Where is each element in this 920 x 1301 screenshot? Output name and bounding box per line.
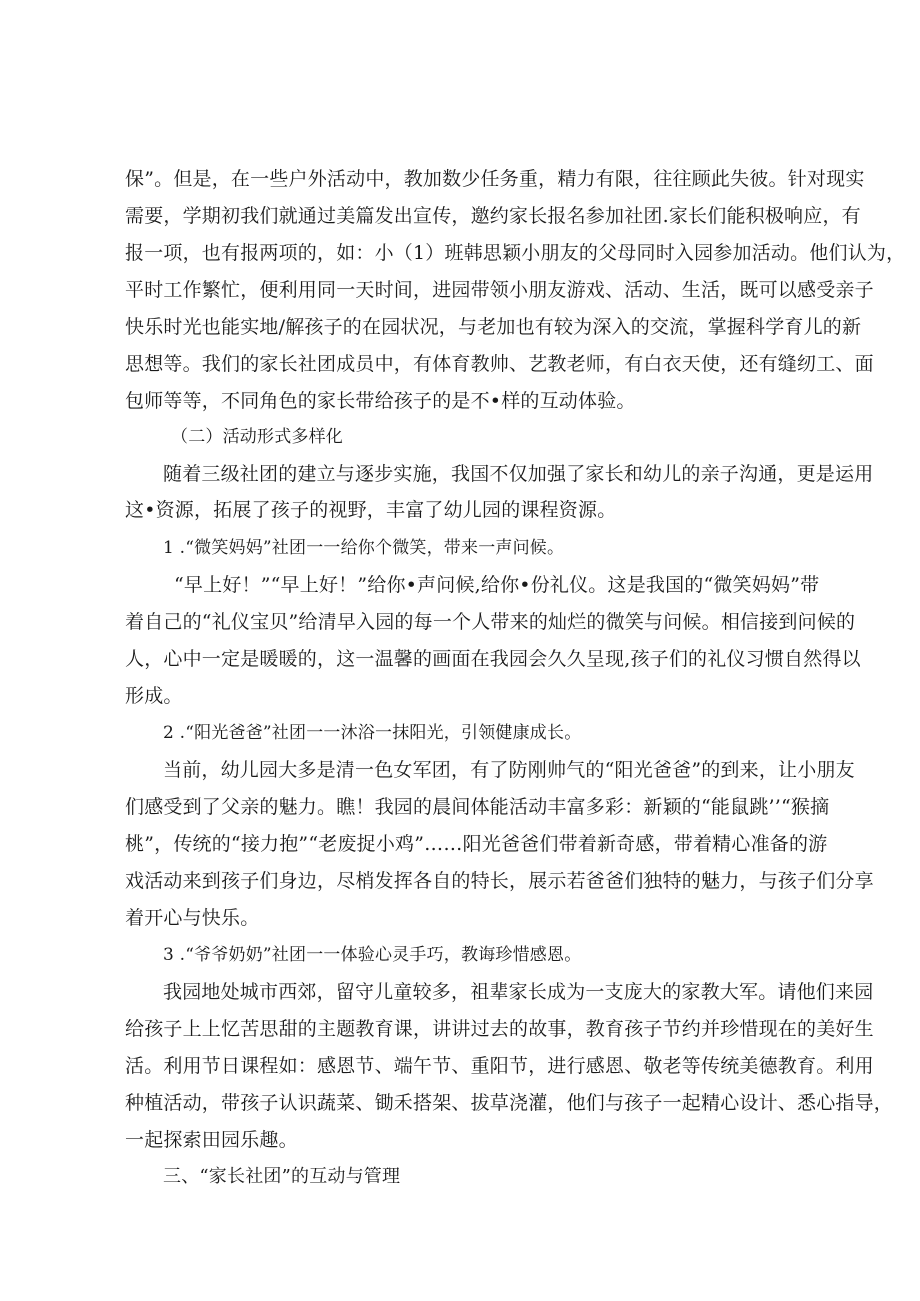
paragraph-line: 着开心与快乐。 <box>125 907 260 929</box>
section-heading: （二）活动形式多样化 <box>171 427 343 447</box>
paragraph-line: 思想等。我们的家长社团成员中，有体育教帅、艺教老师，有白衣天使，还有缝纫工、面 <box>125 353 874 375</box>
paragraph-line: 需要，学期初我们就通过美篇发出宣传，邀约家长报名参加社团.家长们能积极响应，有 <box>125 205 861 227</box>
paragraph-line: 保”。但是，在一些户外活动中，教加数少任务重，精力有限，往往顾此失彼。针对现实 <box>125 168 865 190</box>
paragraph-line: 随着三级社团的建立与逐步实施，我国不仅加强了家长和幼儿的亲子沟通，更是运用 <box>163 463 874 485</box>
paragraph-line: 给孩子上上忆苦思甜的主题教育课，讲讲过去的故事，教育孩子节约并珍惜现在的美好生 <box>125 1018 874 1040</box>
paragraph-line: 活。利用节日课程如：感恩节、端午节、重阳节，进行感恩、敬老等传统美德教育。利用 <box>125 1055 874 1077</box>
paragraph-line: 我园地处城市西郊，留守儿童较多，祖辈家长成为一支庞大的家教大军。请他们来园 <box>163 981 874 1003</box>
paragraph-line: 包师等等，不同角色的家长带给孩子的是不•样的互动体验。 <box>125 390 636 412</box>
list-item-title: 2 .“阳光爸爸”社团一一沐浴一抹阳光，引领健康成长。 <box>163 723 582 743</box>
paragraph-line: 这•资源，拓展了孩子的视野，丰富了幼儿园的课程资源。 <box>125 499 617 521</box>
paragraph-line: 形成。 <box>125 685 183 707</box>
list-item-title: 1 .“微笑妈妈”社团一一给你个微笑，带来一声问候。 <box>163 538 565 558</box>
paragraph-line: 们感受到了父亲的魅力。瞧！我园的晨间体能活动丰富多彩：新颖的“能鼠跳’’“猴摘 <box>125 796 830 818</box>
paragraph-line: 一起探索田园乐趣。 <box>125 1129 298 1151</box>
paragraph-line: 人，心中一定是暖暖的，这一温馨的画面在我园会久久呈现,孩子们的礼仪习惯自然得以 <box>125 648 861 670</box>
list-item-title: 3 .“爷爷奶奶”社团一一体验心灵手巧，教诲珍惜感恩。 <box>163 945 582 965</box>
paragraph-line: 戏活动来到孩子们身边，尽梢发挥各自的特长，展示若爸爸们独特的魅力，与孩子们分享 <box>125 870 874 892</box>
paragraph-line: 报一项，也有报两项的，如：小（1）班韩思颖小朋友的父母同时入园参加活动。他们认为， <box>125 242 906 264</box>
paragraph-line: 当前，幼儿园大多是清一色女军团，有了防刚帅气的“阳光爸爸”的到来，让小朋友 <box>163 759 855 781</box>
section-heading: 三、“家长社团”的互动与管理 <box>163 1166 401 1187</box>
paragraph-line: 快乐时光也能实地/解孩子的在园状况，与老加也有较为深入的交流，掌握科学育儿的新 <box>125 316 862 338</box>
paragraph-line: 种植活动，带孩子认识蔬菜、锄禾搭架、拔草浇灌，他们与孩子一起精心设计、悉心指导， <box>125 1092 894 1114</box>
paragraph-line: “早上好！”“早上好！”给你•声问候,给你•份礼仪。这是我国的“微笑妈妈”带 <box>174 574 820 596</box>
paragraph-line: 着自己的“礼仪宝贝”给清早入园的每一个人带来的灿烂的微笑与问候。相信接到问候的 <box>125 611 856 633</box>
paragraph-line: 桃”，传统的“接力抱”“老废捉小鸡”……阳光爸爸们带着新奇感，带着精心准备的游 <box>125 833 828 855</box>
paragraph-line: 平时工作繁忙，便利用同一天时间，进园带领小朋友游戏、活动、生活，既可以感受亲子 <box>125 279 874 301</box>
